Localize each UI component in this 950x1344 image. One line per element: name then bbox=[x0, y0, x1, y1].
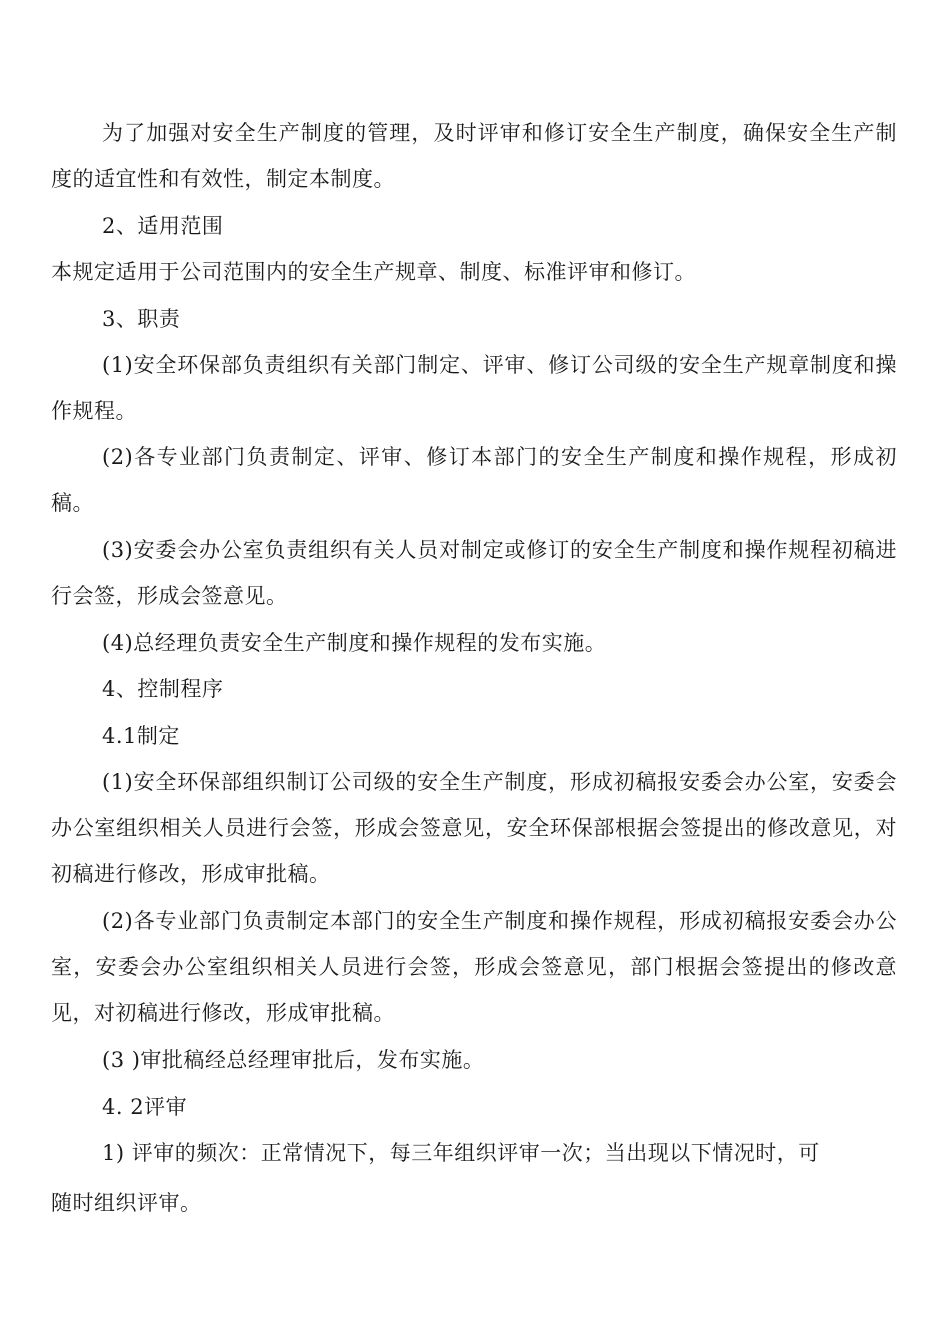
heading-control-procedure: 4、控制程序 bbox=[102, 677, 224, 701]
paragraph-scope: 本规定适用于公司范围内的安全生产规章、制度、标准评审和修订。 bbox=[51, 260, 696, 284]
paragraph-resp-3: (3)安委会办公室负责组织有关人员对制定或修订的安全生产制度和操作规程初稿进行会签，形成会签意见。 bbox=[51, 538, 897, 608]
paragraph-formulation-2: (2)各专业部门负责制定本部门的安全生产制度和操作规程，形成初稿报安委会办公室，安委会办公室组织相关人员进行会签，形成会签意见，部门根据会签提出的修改意见，对初稿进行修改，形成审批稿。 bbox=[51, 909, 897, 1025]
paragraph-resp-1: (1)安全环保部负责组织有关部门制定、评审、修订公司级的安全生产规章制度和操作规程。 bbox=[51, 353, 897, 423]
heading-formulation: 4.1制定 bbox=[102, 724, 180, 748]
heading-review: 4. 2评审 bbox=[102, 1095, 188, 1119]
heading-scope: 2、适用范围 bbox=[102, 214, 224, 238]
paragraph-intro: 为了加强对安全生产制度的管理，及时评审和修订安全生产制度，确保安全生产制度的适宜性和有效性，制定本制度。 bbox=[51, 121, 897, 191]
paragraph-formulation-3: (3 )审批稿经总经理审批后，发布实施。 bbox=[102, 1048, 485, 1072]
heading-responsibilities: 3、职责 bbox=[102, 307, 181, 331]
paragraph-resp-4: (4)总经理负责安全生产制度和操作规程的发布实施。 bbox=[102, 631, 607, 655]
paragraph-review-frequency: 1) 评审的频次：正常情况下，每三年组织评审一次；当出现以下情况时，可 bbox=[102, 1141, 820, 1165]
paragraph-formulation-1: (1)安全环保部组织制订公司级的安全生产制度，形成初稿报安委会办公室，安委会办公室组织相关人员进行会签，形成会签意见，安全环保部根据会签提出的修改意见，对初稿进行修改，形成审批稿。 bbox=[51, 770, 897, 886]
paragraph-resp-2: (2)各专业部门负责制定、评审、修订本部门的安全生产制度和操作规程，形成初稿。 bbox=[51, 445, 897, 515]
paragraph-review-frequency-cont: 随时组织评审。 bbox=[51, 1191, 202, 1215]
